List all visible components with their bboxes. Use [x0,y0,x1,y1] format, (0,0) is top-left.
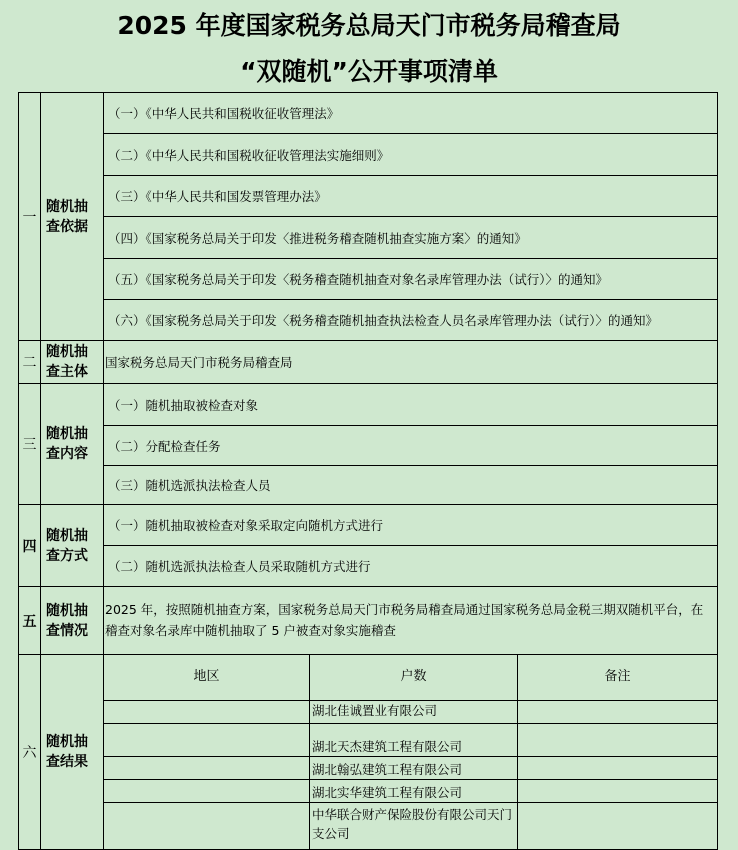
section-1-number: 一 [18,92,41,341]
result-row-4-region [103,779,310,803]
section-3-label-text: 随机抽查内容 [46,426,88,462]
page-title-line-1: 2025 年度国家税务总局天门市税务局稽查局 [117,11,621,40]
result-row-3-region [103,756,310,780]
section-6-label [40,654,104,850]
section-5-number: 五 [18,586,41,655]
result-row-5-region [103,802,310,850]
section-2-item-1: 国家税务总局天门市税务局稽查局 [103,340,718,384]
section-1-item-2: （二）《中华人民共和国税收征收管理法实施细则》 [103,133,718,176]
section-4-item-2: （二）随机选派执法检查人员采取随机方式进行 [103,545,718,587]
section-1-label-text: 随机抽查依据 [46,198,88,235]
section-2-label-text: 随机抽查主体 [46,344,88,380]
section-3-label [40,383,104,505]
section-4-label-text: 随机抽查方式 [46,527,88,564]
result-row-4-company: 湖北实华建筑工程有限公司 [309,779,518,803]
result-row-3-company: 湖北翰弘建筑工程有限公司 [309,756,518,780]
section-3-item-2: （二）分配检查任务 [103,425,718,466]
result-row-5-remark [517,802,718,850]
section-5-label [40,586,104,655]
section-1-item-3: （三）《中华人民共和国发票管理办法》 [103,175,718,217]
result-header-region: 地区 [103,654,310,701]
section-1-item-6: （六）《国家税务总局关于印发〈税务稽查随机抽查执法检查人员名录库管理办法（试行）〉的通知》 [103,299,718,341]
section-6-label-text: 随机抽查结果 [46,734,88,770]
section-2-number: 二 [18,340,41,384]
section-1-item-1: （一）《中华人民共和国税收征收管理法》 [103,92,718,134]
result-row-2-region [103,723,310,757]
section-1-item-5: （五）《国家税务总局关于印发〈税务稽查随机抽查对象名录库管理办法（试行）〉的通知》 [103,258,718,300]
section-2-label [40,340,104,384]
result-row-1-company: 湖北佳诚置业有限公司 [309,700,518,724]
section-3-number: 三 [18,383,41,505]
section-3-item-3: （三）随机选派执法检查人员 [103,465,718,505]
section-1-item-4: （四）《国家税务总局关于印发〈推进税务稽查随机抽查实施方案〉的通知》 [103,216,718,259]
result-row-1-remark [517,700,718,724]
result-header-remark: 备注 [517,654,718,701]
page-title-line-2: “双随机”公开事项清单 [240,57,498,86]
result-header-count: 户数 [309,654,518,701]
section-6-number: 六 [18,654,41,850]
result-row-4-remark [517,779,718,803]
section-4-number: 四 [18,504,41,587]
section-5-item-1: 2025 年，按照随机抽查方案，国家税务总局天门市税务局稽查局通过国家税务总局金税三期双随机平台，在稽查对象名录库中随机抽取了 5 户被查对象实施稽查 [103,586,718,655]
result-row-1-region [103,700,310,724]
section-3-item-1: （一）随机抽取被检查对象 [103,383,718,426]
section-4-label [40,504,104,587]
section-4-item-1: （一）随机抽取被检查对象采取定向随机方式进行 [103,504,718,546]
result-row-2-company: 湖北天杰建筑工程有限公司 [309,723,518,757]
result-row-5-company: 中华联合财产保险股份有限公司天门支公司 [309,802,518,850]
section-1-label [40,92,104,341]
result-row-2-remark [517,723,718,757]
section-5-label-text: 随机抽查情况 [46,602,88,639]
result-row-3-remark [517,756,718,780]
